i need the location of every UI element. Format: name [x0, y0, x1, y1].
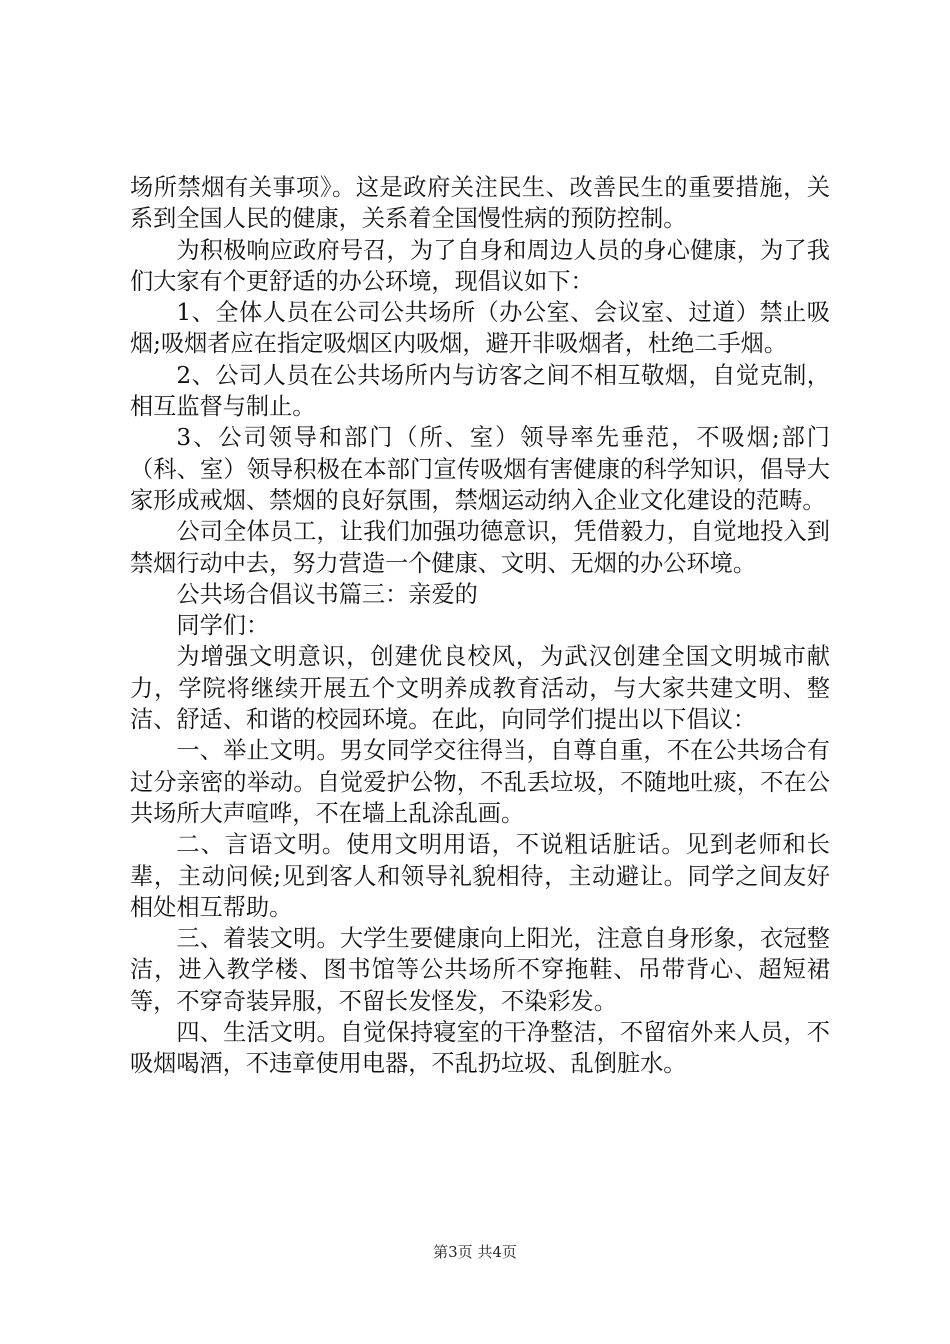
- paragraph-item-1: 1、全体人员在公司公共场所（办公室、会议室、过道）禁止吸烟;吸烟者应在指定吸烟区内吸烟，避开非吸烟者，杜绝二手烟。: [130, 299, 830, 358]
- salutation: 同学们：: [176, 612, 270, 640]
- page-footer: [0, 1242, 950, 1262]
- paragraph-school-intro: 为增强文明意识，创建优良校风，为武汉创建全国文明城市献力，学院将继续开展五个文明养成教育活动，与大家共建文明、整洁、舒适、和谐的校园环境。在此，向同学们提出以下倡议：: [130, 643, 830, 734]
- paragraph-point-4: 四、生活文明。自觉保持寝室的干净整洁，不留宿外来人员，不吸烟喝酒，不违章使用电器，不乱扔垃圾、乱倒脏水。: [130, 1019, 830, 1078]
- page-number: 第3页 共4页: [433, 1243, 517, 1261]
- paragraph-item-2: 2、公司人员在公共场所内与访客之间不相互敬烟，自觉克制，相互监督与制止。: [130, 361, 830, 421]
- paragraph-item-3: 3、公司领导和部门（所、室）领导率先垂范，不吸烟;部门（科、室）领导积极在本部门宣传吸烟有害健康的科学知识，倡导大家形成戒烟、禁烟的良好氛围，禁烟运动纳入企业文化建设的范畴。: [130, 424, 830, 514]
- document-body: [130, 172, 830, 1080]
- paragraph-point-1: 一、举止文明。男女同学交往得当，自尊自重，不在公共场合有过分亲密的举动。自觉爱护公物，不乱丢垃圾，不随地吐痰，不在公共场所大声喧哗，不在墙上乱涂乱画。: [130, 737, 830, 827]
- paragraph-point-2: 二、言语文明。使用文明用语，不说粗话脏话。见到老师和长辈，主动问候;见到客人和领导礼貌相待，主动避让。同学之间友好相处相互帮助。: [130, 831, 830, 921]
- section-heading: 公共场合倡议书篇三：亲爱的: [176, 580, 478, 608]
- paragraph-proposal-intro: 为积极响应政府号召，为了自身和周边人员的身心健康，为了我们大家有个更舒适的办公环境，现倡议如下：: [130, 236, 830, 295]
- paragraph-continuation: 场所禁烟有关事项》。这是政府关注民生、改善民生的重要措施，关系到全国人民的健康，关系着全国慢性病的预防控制。: [130, 174, 830, 233]
- paragraph-point-3: 三、着装文明。大学生要健康向上阳光，注意自身形象，衣冠整洁，进入教学楼、图书馆等公共场所不穿拖鞋、吊带背心、超短裙等，不穿奇装异服，不留长发怪发，不染彩发。: [130, 925, 830, 1015]
- paragraph-closing: 公司全体员工，让我们加强功德意识，凭借毅力，自觉地投入到禁烟行动中去，努力营造一个健康、文明、无烟的办公环境。: [130, 518, 830, 577]
